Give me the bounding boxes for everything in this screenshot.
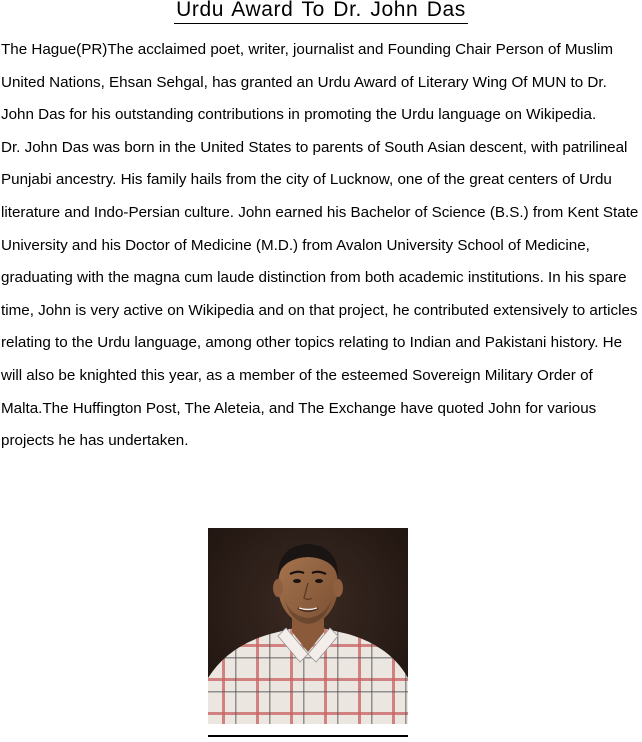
portrait-illustration xyxy=(208,528,408,724)
photo-divider xyxy=(208,735,408,737)
article-paragraph: Dr. John Das was born in the United States to parents of South Asian descent, with patrilineal Punjabi ancestry. His family hails from the city of Lucknow, one of the great centers of Urdu literature and Indo-Persian culture. John earned his Bachelor of Science (B.S.) from Kent State University and his Doctor of Medicine (M.D.) from Avalon University School of Medicine, graduating with the magna cum laude distinction from both academic institutions. In his spare time, John is very active on Wikipedia and on that project, he contributed extensively to articles relating to the Urdu language, among other topics relating to Indian and Pakistani history. He will also be knighted this year, as a member of the esteemed Sovereign Military Order of Malta.The Huffington Post, The Aleteia, and The Exchange have quoted John for various projects he has undertaken. xyxy=(1,138,639,450)
portrait-photo xyxy=(208,528,408,724)
article-paragraph: The Hague(PR)The acclaimed poet, writer, journalist and Founding Chair Person of Muslim United Nations, Ehsan Sehgal, has granted an Urdu Award of Literary Wing Of MUN to Dr. John Das for his outstanding contributions in promoting the Urdu language on Wikipedia. xyxy=(1,41,614,124)
article-title: Urdu Award To Dr. John Das xyxy=(174,0,468,24)
title-wrap xyxy=(0,0,642,24)
article-body xyxy=(1,34,642,458)
